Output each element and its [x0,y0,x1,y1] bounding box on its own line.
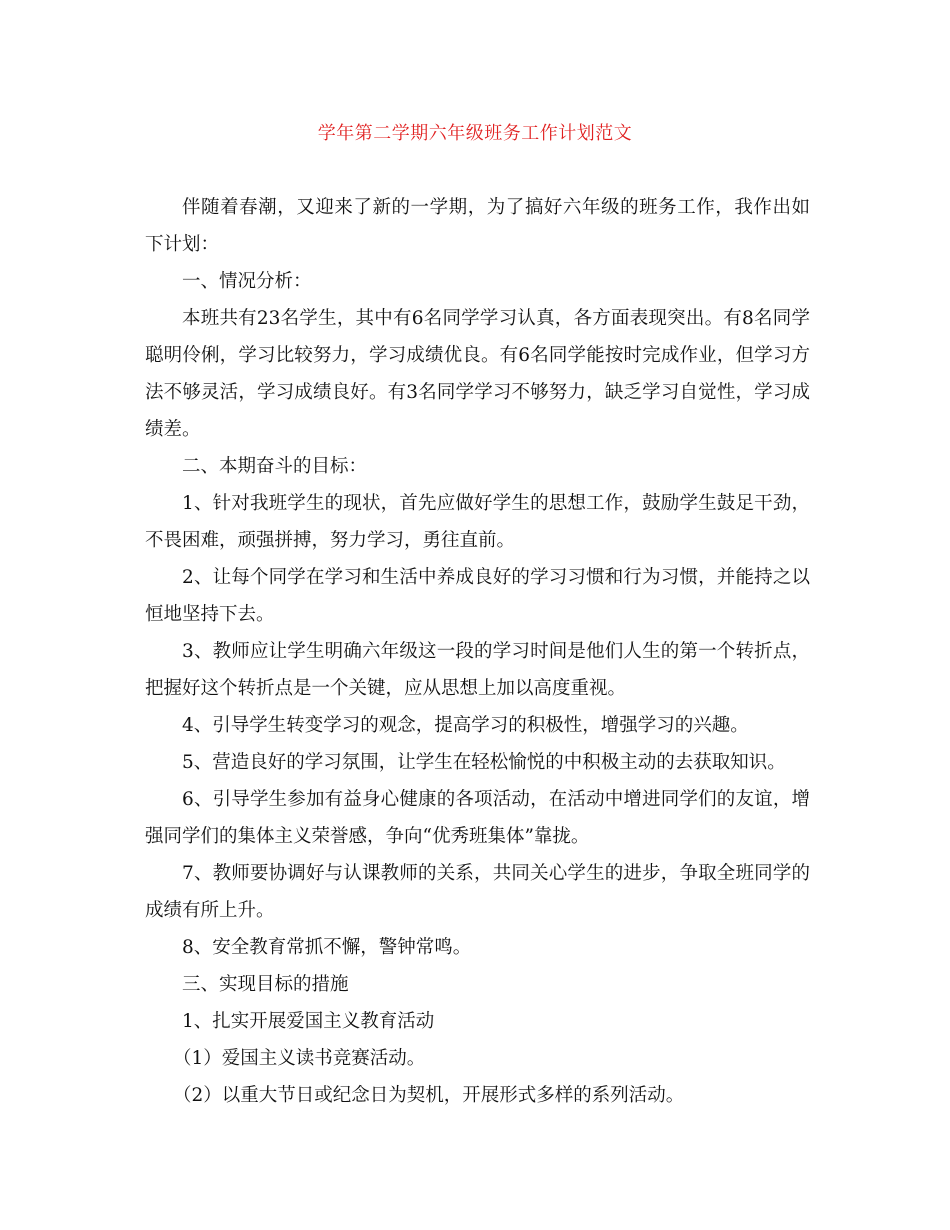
goal-item-1: 1、针对我班学生的现状，首先应做好学生的思想工作，鼓励学生鼓足干劲，不畏困难，顽强拼搏，努力学习，勇往直前。 [145,493,810,551]
heading-measures: 三、实现目标的措施 [182,974,349,995]
measure-item-1: 1、扎实开展爱国主义教育活动 [182,1011,435,1032]
goal-item-7: 7、教师要协调好与认课教师的关系，共同关心学生的进步，争取全班同学的成绩有所上升。 [145,863,810,921]
goal-item-5: 5、营造良好的学习氛围，让学生在轻松愉悦的中积极主动的去获取知识。 [182,752,786,773]
measure-subitem-2: （2）以重大节日或纪念日为契机，开展形式多样的系列活动。 [173,1085,685,1106]
document-title: 学年第二学期六年级班务工作计划范文 [317,123,633,144]
paragraph-class-situation: 本班共有23名学生，其中有6名同学学习认真，各方面表现突出。有8名同学聪明伶俐，学习比较努力，学习成绩优良。有6名同学能按时完成作业，但学习方法不够灵活，学习成绩良好。有3名同学学习不够努力，缺乏学习自觉性，学习成绩差。 [145,308,810,440]
goal-item-2: 2、让每个同学在学习和生活中养成良好的学习习惯和行为习惯，并能持之以恒地坚持下去。 [145,567,810,625]
goal-item-6: 6、引导学生参加有益身心健康的各项活动，在活动中增进同学们的友谊，增强同学们的集体主义荣誉感，争向“优秀班集体”靠拢。 [145,789,810,847]
paragraph-intro: 伴随着春潮，又迎来了新的一学期，为了搞好六年级的班务工作，我作出如下计划： [145,197,810,255]
heading-goals: 二、本期奋斗的目标： [182,456,368,477]
heading-situation-analysis: 一、情况分析： [182,271,312,292]
measure-subitem-1: （1）爱国主义读书竞赛活动。 [173,1048,426,1069]
goal-item-3: 3、教师应让学生明确六年级这一段的学习时间是他们人生的第一个转折点，把握好这个转折点是一个关键，应从思想上加以高度重视。 [145,641,810,699]
goal-item-4: 4、引导学生转变学习的观念，提高学习的积极性，增强学习的兴趣。 [182,715,749,736]
goal-item-8: 8、安全教育常抓不懈，警钟常鸣。 [182,937,472,958]
document-body [145,189,810,1114]
